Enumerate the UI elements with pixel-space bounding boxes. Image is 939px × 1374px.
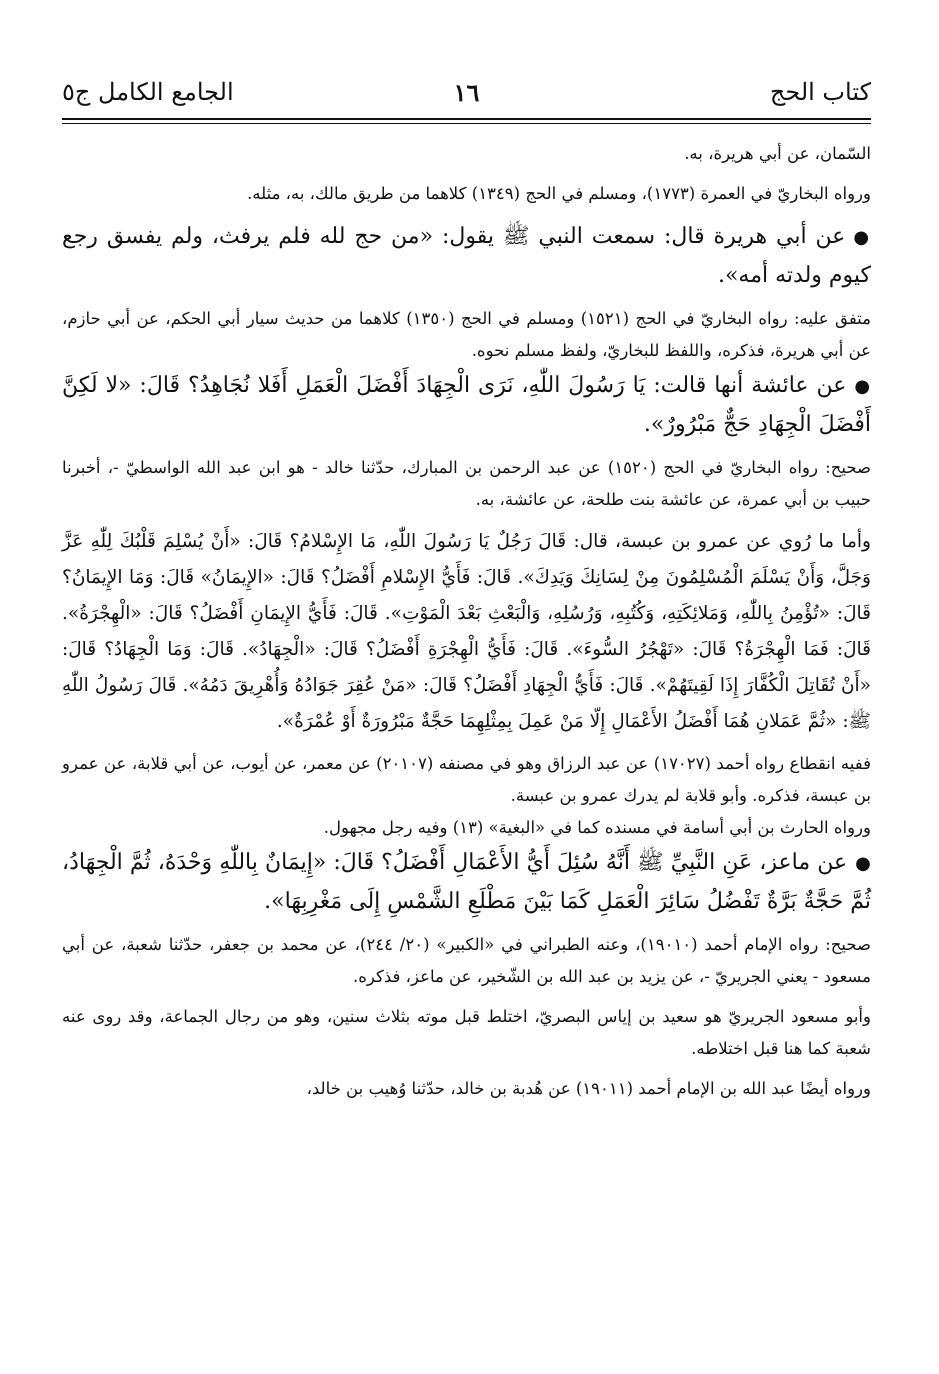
bullet-icon: ● bbox=[854, 376, 871, 397]
bullet-icon: ● bbox=[853, 227, 871, 248]
book-title: الجامع الكامل ج٥ bbox=[62, 78, 234, 106]
paragraph: صحيح: رواه البخاريّ في الحج (١٥٢٠) عن عبد الرحمن بن المبارك، حدّثنا خالد - هو ابن عبد الله الواسطيّ -، أخبرنا حبيب بن أبي عمرة، عن عائشة بنت طلحة، عن عائشة، به. bbox=[62, 458, 871, 509]
page-number: ١٦ bbox=[453, 78, 480, 107]
hadith-paragraph: ●عن عائشة أنها قالت: يَا رَسُولَ اللّٰهِ، نَرَى الْجِهَادَ أَفْضَلَ الْعَمَلِ أَفَلا نُجَاهِدُ؟ قَالَ: «لا لَكِنَّ أَفْضَلَ الْجِهَادِ حَجٌّ مَبْرُورٌ». bbox=[62, 373, 871, 437]
hadith-paragraph: ●عن ماعز، عَنِ النَّبِيِّ ﷺ أَنَّهُ سُئِلَ أَيُّ الأَعْمَالِ أَفْضَلُ؟ قَالَ: «إِيمَانٌ بِاللّٰهِ وَحْدَهُ، ثُمَّ الْجِهَادُ، ثُمَّ حَجَّةٌ بَرَّةٌ تَفْضُلُ سَائِرَ الْعَمَلِ كَمَا بَيْنَ مَطْلَعِ الشَّمْسِ إِلَى مَغْرِبِهَا». bbox=[62, 850, 871, 914]
chapter-title: كتاب الحج bbox=[769, 78, 871, 106]
paragraph: ورواه البخاريّ في العمرة (١٧٧٣)، ومسلم في الحج (١٣٤٩) كلاهما من طريق مالك، به، مثله. bbox=[247, 184, 871, 203]
paragraph: صحيح: رواه الإمام أحمد (١٩٠١٠)، وعنه الطبراني في «الكبير» (٢٠/ ٢٤٤)، عن محمد بن جعفر، حدّثنا شعبة، عن أبي مسعود - يعني الجريريّ -، عن يزيد بن عبد الله بن الشّخير، عن ماعز، فذكره. bbox=[62, 935, 872, 986]
page-header bbox=[62, 78, 871, 118]
paragraph: وأبو مسعود الجريريّ هو سعيد بن إياس البصريّ، اختلط قبل موته بثلاث سنين، وهو من رجال الجماعة، وقد روى عنه شعبة كما هنا قبل اختلاطه. bbox=[62, 1007, 871, 1058]
paragraph: متفق عليه: رواه البخاريّ في الحج (١٥٢١) ومسلم في الحج (١٣٥٠) كلاهما من حديث سيار أبي الحكم، عن أبي حازم، عن أبي هريرة، فذكره، واللفظ للبخاريّ، ولفظ مسلم نحوه. bbox=[62, 309, 871, 360]
paragraph: السّمان، عن أبي هريرة، به. bbox=[684, 144, 871, 163]
paragraph: ورواه أيضًا عبد الله بن الإمام أحمد (١٩٠١١) عن هُدبة بن خالد، حدّثنا وُهيب بن خالد، bbox=[306, 1079, 871, 1098]
header-rule-thin bbox=[62, 123, 871, 124]
page-body bbox=[62, 138, 871, 1105]
narration-paragraph: وأما ما رُوي عن عمرو بن عبسة، قال: قَالَ رَجُلٌ يَا رَسُولَ اللّٰهِ، مَا الإِسْلامُ؟ قَالَ: «أَنْ يُسْلِمَ قَلْبُكَ لِلّٰهِ عَزَّ وَجَلَّ، وَأَنْ يَسْلَمَ الْمُسْلِمُونَ مِنْ لِسَانِكَ وَيَدِكَ». قَالَ: فَأَيُّ الإِسْلامِ أَفْضَلُ؟ قَالَ: «الإِيمَانُ» قَالَ: وَمَا الإِيمَانُ؟ قَالَ: «تُؤْمِنُ بِاللّٰهِ، وَمَلائِكَتِهِ، وَكُتُبِهِ، وَرُسُلِهِ، وَالْبَعْثِ بَعْدَ الْمَوْتِ». قَالَ: فَأَيُّ الإِيمَانِ أَفْضَلُ؟ قَالَ: «الْهِجْرَةُ». قَالَ: فَمَا الْهِجْرَةُ؟ قَالَ: «تَهْجُرُ السُّوءَ». قَالَ: فَأَيُّ الْهِجْرَةِ أَفْضَلُ؟ قَالَ: «الْجِهَادُ». قَالَ: وَمَا الْجِهَادُ؟ قَالَ: «أَنْ تُقَاتِلَ الْكُفَّارَ إِذَا لَقِيتَهُمْ». قَالَ: فَأَيُّ الْجِهَادِ أَفْضَلُ؟ قَالَ: «مَنْ عُقِرَ جَوَادُهُ وَأُهْرِيقَ دَمُهُ». قَالَ رَسُولُ اللّٰهِ ﷺ: «ثُمَّ عَمَلانِ هُمَا أَفْضَلُ الأَعْمَالِ إِلّا مَنْ عَمِلَ بِمِثْلِهِمَا حَجَّةٌ مَبْرُورَةٌ أَوْ عُمْرَةٌ». bbox=[62, 531, 871, 732]
paragraph: ففيه انقطاع رواه أحمد (١٧٠٢٧) عن عبد الرزاق وهو في مصنفه (٢٠١٠٧) عن معمر، عن أيوب، عن أبي قلابة، عن عمرو بن عبسة، فذكره. وأبو قلابة لم يدرك عمرو بن عبسة. bbox=[62, 754, 871, 805]
hadith-paragraph: ●عن أبي هريرة قال: سمعت النبي ﷺ يقول: «من حج لله فلم يرفث، ولم يفسق رجع كيوم ولدته أمه». bbox=[62, 224, 871, 288]
header-rule-thick bbox=[62, 118, 871, 120]
bullet-icon: ● bbox=[855, 853, 871, 874]
paragraph: ورواه الحارث بن أبي أسامة في مسنده كما في «البغية» (١٣) وفيه رجل مجهول. bbox=[323, 818, 871, 837]
